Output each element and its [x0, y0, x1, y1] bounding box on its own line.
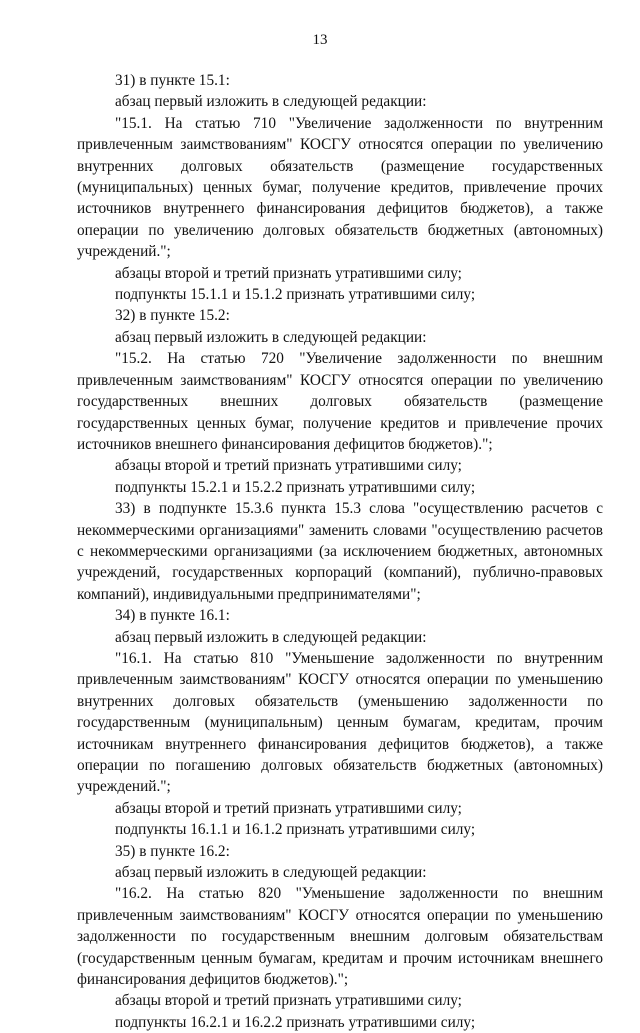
- paragraph-item-33: 33) в подпункте 15.3.6 пункта 15.3 слова "осуществлению расчетов с некоммерческими организациями" заменить словами "осуществлению расчетов с некоммерческими организациями (за исключением бюджетных, автономных учреждений, государственных корпораций (компаний), публично-правовых компаний), индивидуальными предпринимателями";: [77, 500, 603, 603]
- paragraph-instruction: абзац первый изложить в следующей редакции:: [115, 93, 427, 111]
- paragraph-quote-15-2: "15.2. На статью 720 "Увеличение задолженности по внешним привлеченным заимствованиям" КОСГУ относятся операции по увеличению государственных внешних долговых обязательств (размещение государственных ценных бумаг, получение кредитов и привлечение прочих источников внешнего финансирования дефицитов бюджетов).";: [77, 350, 603, 453]
- paragraph-instruction: абзац первый изложить в следующей редакции:: [115, 328, 427, 346]
- paragraph-instruction: абзацы второй и третий признать утратившими силу;: [115, 264, 462, 282]
- paragraph-quote-16-2: "16.2. На статью 820 "Уменьшение задолженности по внешним привлеченным заимствованиям" КОСГУ относятся операции по уменьшению задолженности по государственным внешним долговым обязательствам (государственным ценным бумагам, кредитам и прочим источникам внешнего финансирования дефицитов бюджетов).";: [77, 885, 603, 989]
- paragraph-instruction: подпункты 15.1.1 и 15.1.2 признать утратившими силу;: [115, 286, 476, 304]
- document-body: [77, 70, 603, 1033]
- paragraph-quote-15-1: "15.1. На статью 710 "Увеличение задолженности по внутренним привлеченным заимствованиям" КОСГУ относятся операции по увеличению внутренних долговых обязательств (размещение государственных (муниципальных) ценных бумаг, получение кредитов, привлечение прочих источников внутреннего финансирования дефицитов бюджетов), а также операции по увеличению долговых обязательств бюджетных (автономных) учреждений.";: [77, 114, 603, 261]
- paragraph-instruction: абзац первый изложить в следующей редакции:: [115, 628, 427, 646]
- paragraph-item-34: 34) в пункте 16.1:: [115, 607, 230, 625]
- page-number: 13: [312, 32, 328, 48]
- paragraph-instruction: абзацы второй и третий признать утратившими силу;: [115, 799, 462, 817]
- paragraph-item-31: 31) в пункте 15.1:: [115, 72, 230, 89]
- paragraph-quote-16-1: "16.1. На статью 810 "Уменьшение задолженности по внутренним привлеченным заимствованиям" КОСГУ относятся операции по уменьшению внутренних долговых обязательств (уменьшению задолженности по государственным (муниципальным) ценным бумагам, кредитам, прочим источникам внутреннего финансирования дефицитов бюджетов), а также операции по погашению долговых обязательств бюджетных (автономных) учреждений.";: [77, 649, 603, 796]
- paragraph-instruction: абзацы второй и третий признать утратившими силу;: [115, 457, 462, 475]
- paragraph-item-32: 32) в пункте 15.2:: [115, 307, 230, 325]
- paragraph-instruction: абзацы второй и третий признать утратившими силу;: [115, 992, 462, 1010]
- paragraph-instruction: подпункты 15.2.1 и 15.2.2 признать утратившими силу;: [115, 478, 476, 496]
- paragraph-instruction: подпункты 16.1.1 и 16.1.2 признать утратившими силу;: [115, 821, 476, 839]
- paragraph-item-35: 35) в пункте 16.2:: [115, 842, 230, 860]
- paragraph-instruction: абзац первый изложить в следующей редакции:: [115, 864, 427, 882]
- paragraph-instruction: подпункты 16.2.1 и 16.2.2 признать утратившими силу;: [115, 1013, 476, 1031]
